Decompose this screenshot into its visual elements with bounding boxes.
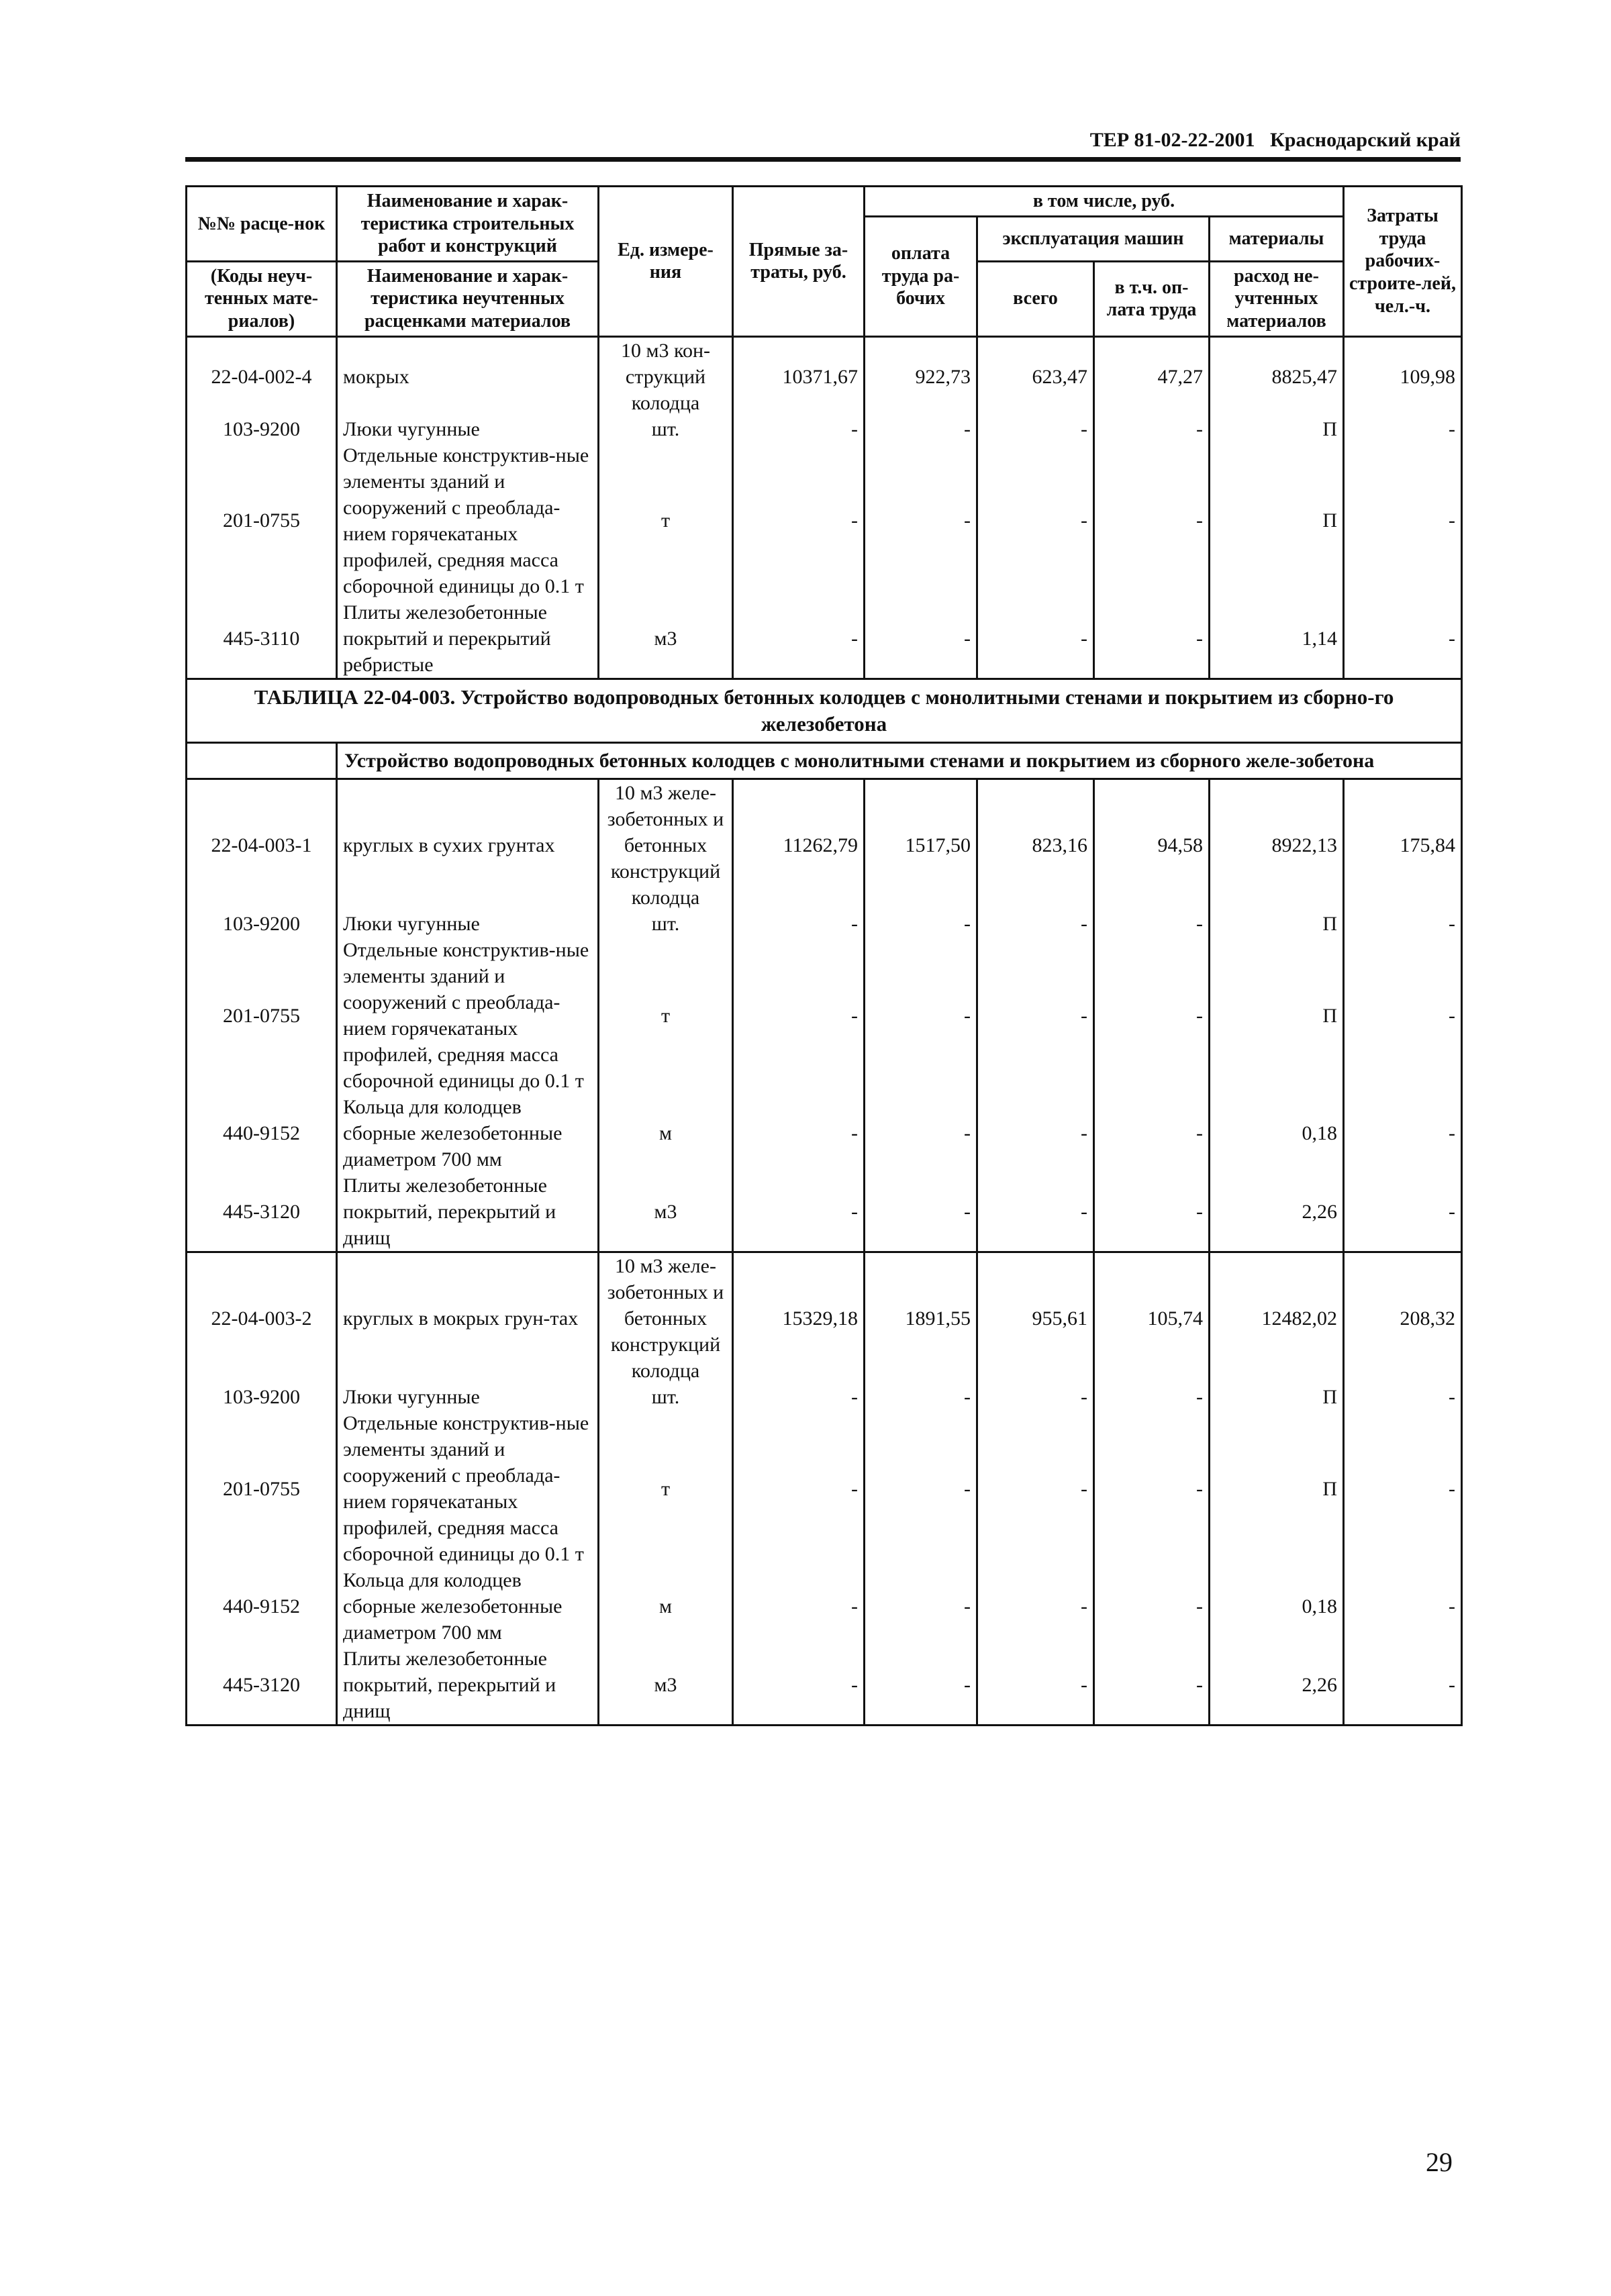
row-machine-wages: - bbox=[1094, 1567, 1210, 1646]
row-name: Плиты железобетонные покрытий, перекрытий и днищ bbox=[337, 1172, 599, 1252]
row-materials: П bbox=[1210, 1384, 1344, 1410]
row-unit: т bbox=[599, 937, 733, 1094]
material-row bbox=[187, 1567, 1462, 1646]
material-row bbox=[187, 1410, 1462, 1567]
col-direct-costs: Прямые за-траты, руб. bbox=[733, 187, 865, 337]
row-wages: - bbox=[865, 1567, 977, 1646]
row-materials: 2,26 bbox=[1210, 1646, 1344, 1726]
row-direct-costs: - bbox=[733, 1384, 865, 1410]
row-labor: 175,84 bbox=[1344, 779, 1462, 911]
rate-row bbox=[187, 336, 1462, 416]
row-direct-costs: - bbox=[733, 937, 865, 1094]
row-wages: - bbox=[865, 1646, 977, 1726]
row-machine-total: 823,16 bbox=[977, 779, 1094, 911]
row-direct-costs: - bbox=[733, 1646, 865, 1726]
row-wages: - bbox=[865, 937, 977, 1094]
row-name: Кольца для колодцев сборные железобетонные диаметром 700 мм bbox=[337, 1094, 599, 1172]
material-row bbox=[187, 1384, 1462, 1410]
row-materials: 0,18 bbox=[1210, 1567, 1344, 1646]
row-unit: шт. bbox=[599, 1384, 733, 1410]
row-code: 440-9152 bbox=[187, 1567, 337, 1646]
row-materials: 8922,13 bbox=[1210, 779, 1344, 911]
col-name-works: Наименование и харак-теристика строительных работ и конструкций bbox=[337, 187, 599, 262]
row-machine-total: - bbox=[977, 442, 1094, 599]
row-labor: - bbox=[1344, 1094, 1462, 1172]
row-name: Отдельные конструктив-ные элементы зданий и сооружений с преоблада-нием горячекатаных профилей, средняя масса сборочной единицы до 0.1 т bbox=[337, 937, 599, 1094]
row-code: 22-04-002-4 bbox=[187, 336, 337, 416]
row-unit: 10 м3 кон-струкций колодца bbox=[599, 336, 733, 416]
row-code: 103-9200 bbox=[187, 1384, 337, 1410]
row-direct-costs: - bbox=[733, 442, 865, 599]
header-text bbox=[1090, 129, 1461, 152]
col-unit: Ед. измере-ния bbox=[599, 187, 733, 337]
row-code: 445-3110 bbox=[187, 599, 337, 679]
material-row bbox=[187, 599, 1462, 679]
col-materials: материалы bbox=[1210, 216, 1344, 261]
row-wages: 1891,55 bbox=[865, 1252, 977, 1385]
page-number: 29 bbox=[1426, 2147, 1453, 2177]
row-direct-costs: - bbox=[733, 1567, 865, 1646]
row-direct-costs: - bbox=[733, 1172, 865, 1252]
row-name: Плиты железобетонные покрытий, перекрытий и днищ bbox=[337, 1646, 599, 1726]
row-machine-total: - bbox=[977, 1410, 1094, 1567]
row-materials: П bbox=[1210, 1410, 1344, 1567]
row-machine-wages: 47,27 bbox=[1094, 336, 1210, 416]
row-wages: - bbox=[865, 1410, 977, 1567]
row-labor: - bbox=[1344, 1646, 1462, 1726]
row-direct-costs: 11262,79 bbox=[733, 779, 865, 911]
row-unit: шт. bbox=[599, 911, 733, 937]
row-name: мокрых bbox=[337, 336, 599, 416]
col-rate-no: №№ расце-нок bbox=[187, 187, 337, 262]
row-machine-wages: - bbox=[1094, 1094, 1210, 1172]
row-code: 22-04-003-2 bbox=[187, 1252, 337, 1385]
row-labor: - bbox=[1344, 1172, 1462, 1252]
row-machine-total: - bbox=[977, 1172, 1094, 1252]
row-labor: - bbox=[1344, 937, 1462, 1094]
subtitle-spacer bbox=[187, 743, 337, 779]
row-direct-costs: - bbox=[733, 416, 865, 442]
row-unit: шт. bbox=[599, 416, 733, 442]
material-row bbox=[187, 937, 1462, 1094]
row-code: 201-0755 bbox=[187, 1410, 337, 1567]
table-header bbox=[187, 187, 1462, 337]
row-code: 445-3120 bbox=[187, 1172, 337, 1252]
header-region: Краснодарский край bbox=[1270, 129, 1461, 151]
row-unit: м3 bbox=[599, 599, 733, 679]
row-wages: - bbox=[865, 1172, 977, 1252]
row-wages: - bbox=[865, 599, 977, 679]
row-unit: т bbox=[599, 1410, 733, 1567]
running-header bbox=[185, 118, 1461, 162]
row-code: 22-04-003-1 bbox=[187, 779, 337, 911]
row-materials: 1,14 bbox=[1210, 599, 1344, 679]
row-code: 440-9152 bbox=[187, 1094, 337, 1172]
row-labor: - bbox=[1344, 442, 1462, 599]
row-wages: - bbox=[865, 911, 977, 937]
material-row bbox=[187, 911, 1462, 937]
row-materials: 0,18 bbox=[1210, 1094, 1344, 1172]
row-machine-wages: - bbox=[1094, 1384, 1210, 1410]
row-materials: 2,26 bbox=[1210, 1172, 1344, 1252]
row-wages: 922,73 bbox=[865, 336, 977, 416]
row-name: круглых в сухих грунтах bbox=[337, 779, 599, 911]
row-labor: - bbox=[1344, 911, 1462, 937]
rates-table bbox=[185, 185, 1463, 1726]
row-unit: м3 bbox=[599, 1172, 733, 1252]
row-wages: 1517,50 bbox=[865, 779, 977, 911]
row-name: Люки чугунные bbox=[337, 911, 599, 937]
row-unit: м bbox=[599, 1094, 733, 1172]
row-unit: 10 м3 желе-зобетонных и бетонных конструкций колодца bbox=[599, 1252, 733, 1385]
row-labor: - bbox=[1344, 416, 1462, 442]
col-machines-wages: в т.ч. оп-лата труда bbox=[1094, 261, 1210, 336]
row-direct-costs: - bbox=[733, 1094, 865, 1172]
header-code: ТЕР 81-02-22-2001 bbox=[1089, 129, 1255, 151]
row-name: Отдельные конструктив-ные элементы зданий и сооружений с преоблада-нием горячекатаных профилей, средняя масса сборочной единицы до 0.1 т bbox=[337, 442, 599, 599]
row-machine-total: - bbox=[977, 937, 1094, 1094]
row-machine-wages: - bbox=[1094, 1172, 1210, 1252]
row-labor: 208,32 bbox=[1344, 1252, 1462, 1385]
row-code: 103-9200 bbox=[187, 416, 337, 442]
row-machine-total: 955,61 bbox=[977, 1252, 1094, 1385]
row-machine-total: - bbox=[977, 1646, 1094, 1726]
row-machine-wages: - bbox=[1094, 442, 1210, 599]
row-machine-wages: - bbox=[1094, 416, 1210, 442]
row-unit: м bbox=[599, 1567, 733, 1646]
row-machine-total: - bbox=[977, 1094, 1094, 1172]
col-codes: (Коды неуч-тенных мате-риалов) bbox=[187, 261, 337, 336]
row-machine-wages: - bbox=[1094, 1410, 1210, 1567]
row-direct-costs: 15329,18 bbox=[733, 1252, 865, 1385]
row-machine-total: - bbox=[977, 911, 1094, 937]
row-wages: - bbox=[865, 1094, 977, 1172]
rate-row bbox=[187, 1252, 1462, 1385]
material-row bbox=[187, 416, 1462, 442]
row-direct-costs: - bbox=[733, 599, 865, 679]
row-name: Кольца для колодцев сборные железобетонные диаметром 700 мм bbox=[337, 1567, 599, 1646]
material-row bbox=[187, 1094, 1462, 1172]
row-code: 445-3120 bbox=[187, 1646, 337, 1726]
row-machine-total: - bbox=[977, 1384, 1094, 1410]
row-labor: - bbox=[1344, 1384, 1462, 1410]
row-wages: - bbox=[865, 442, 977, 599]
row-machine-total: - bbox=[977, 1567, 1094, 1646]
rate-group-22-04-003-2 bbox=[187, 1252, 1462, 1726]
col-machines: эксплуатация машин bbox=[977, 216, 1210, 261]
row-name: Люки чугунные bbox=[337, 1384, 599, 1410]
row-direct-costs: 10371,67 bbox=[733, 336, 865, 416]
rate-row bbox=[187, 779, 1462, 911]
row-code: 201-0755 bbox=[187, 442, 337, 599]
row-unit: 10 м3 желе-зобетонных и бетонных конструкций колодца bbox=[599, 779, 733, 911]
table-title-section bbox=[187, 679, 1462, 779]
col-materials-unaccounted: расход не-учтенных материалов bbox=[1210, 261, 1344, 336]
row-name: Люки чугунные bbox=[337, 416, 599, 442]
rate-group-22-04-003-1 bbox=[187, 779, 1462, 1252]
row-direct-costs: - bbox=[733, 1410, 865, 1567]
row-direct-costs: - bbox=[733, 911, 865, 937]
material-row bbox=[187, 1646, 1462, 1726]
row-machine-wages: 105,74 bbox=[1094, 1252, 1210, 1385]
row-materials: П bbox=[1210, 416, 1344, 442]
row-materials: 8825,47 bbox=[1210, 336, 1344, 416]
row-labor: - bbox=[1344, 1567, 1462, 1646]
row-machine-wages: - bbox=[1094, 937, 1210, 1094]
row-labor: - bbox=[1344, 599, 1462, 679]
col-name-materials: Наименование и харак-теристика неучтенных расценками материалов bbox=[337, 261, 599, 336]
material-row bbox=[187, 442, 1462, 599]
table-title: ТАБЛИЦА 22-04-003. Устройство водопроводных бетонных колодцев с монолитными стенами и покрытием из сборно-го железобетона bbox=[187, 679, 1462, 743]
row-wages: - bbox=[865, 1384, 977, 1410]
row-wages: - bbox=[865, 416, 977, 442]
material-row bbox=[187, 1172, 1462, 1252]
row-materials: П bbox=[1210, 442, 1344, 599]
row-name: Отдельные конструктив-ные элементы зданий и сооружений с преоблада-нием горячекатаных профилей, средняя масса сборочной единицы до 0.1 т bbox=[337, 1410, 599, 1567]
row-materials: П bbox=[1210, 911, 1344, 937]
row-machine-wages: - bbox=[1094, 599, 1210, 679]
row-code: 103-9200 bbox=[187, 911, 337, 937]
row-unit: м3 bbox=[599, 1646, 733, 1726]
col-machines-total: всего bbox=[977, 261, 1094, 336]
row-name: круглых в мокрых грун-тах bbox=[337, 1252, 599, 1385]
row-code: 201-0755 bbox=[187, 937, 337, 1094]
row-labor: 109,98 bbox=[1344, 336, 1462, 416]
row-machine-total: - bbox=[977, 599, 1094, 679]
rate-group-22-04-002-4 bbox=[187, 336, 1462, 679]
table-subtitle: Устройство водопроводных бетонных колодцев с монолитными стенами и покрытием из сборного желе-зобетона bbox=[337, 743, 1462, 779]
row-materials: 12482,02 bbox=[1210, 1252, 1344, 1385]
row-machine-wages: - bbox=[1094, 911, 1210, 937]
row-machine-total: - bbox=[977, 416, 1094, 442]
col-labor: Затраты труда рабочих-строите-лей, чел.-ч. bbox=[1344, 187, 1462, 337]
row-machine-total: 623,47 bbox=[977, 336, 1094, 416]
row-labor: - bbox=[1344, 1410, 1462, 1567]
row-materials: П bbox=[1210, 937, 1344, 1094]
row-machine-wages: - bbox=[1094, 1646, 1210, 1726]
col-incl: в том числе, руб. bbox=[865, 187, 1344, 217]
col-wages: оплата труда ра-бочих bbox=[865, 216, 977, 336]
row-unit: т bbox=[599, 442, 733, 599]
row-machine-wages: 94,58 bbox=[1094, 779, 1210, 911]
row-name: Плиты железобетонные покрытий и перекрытий ребристые bbox=[337, 599, 599, 679]
